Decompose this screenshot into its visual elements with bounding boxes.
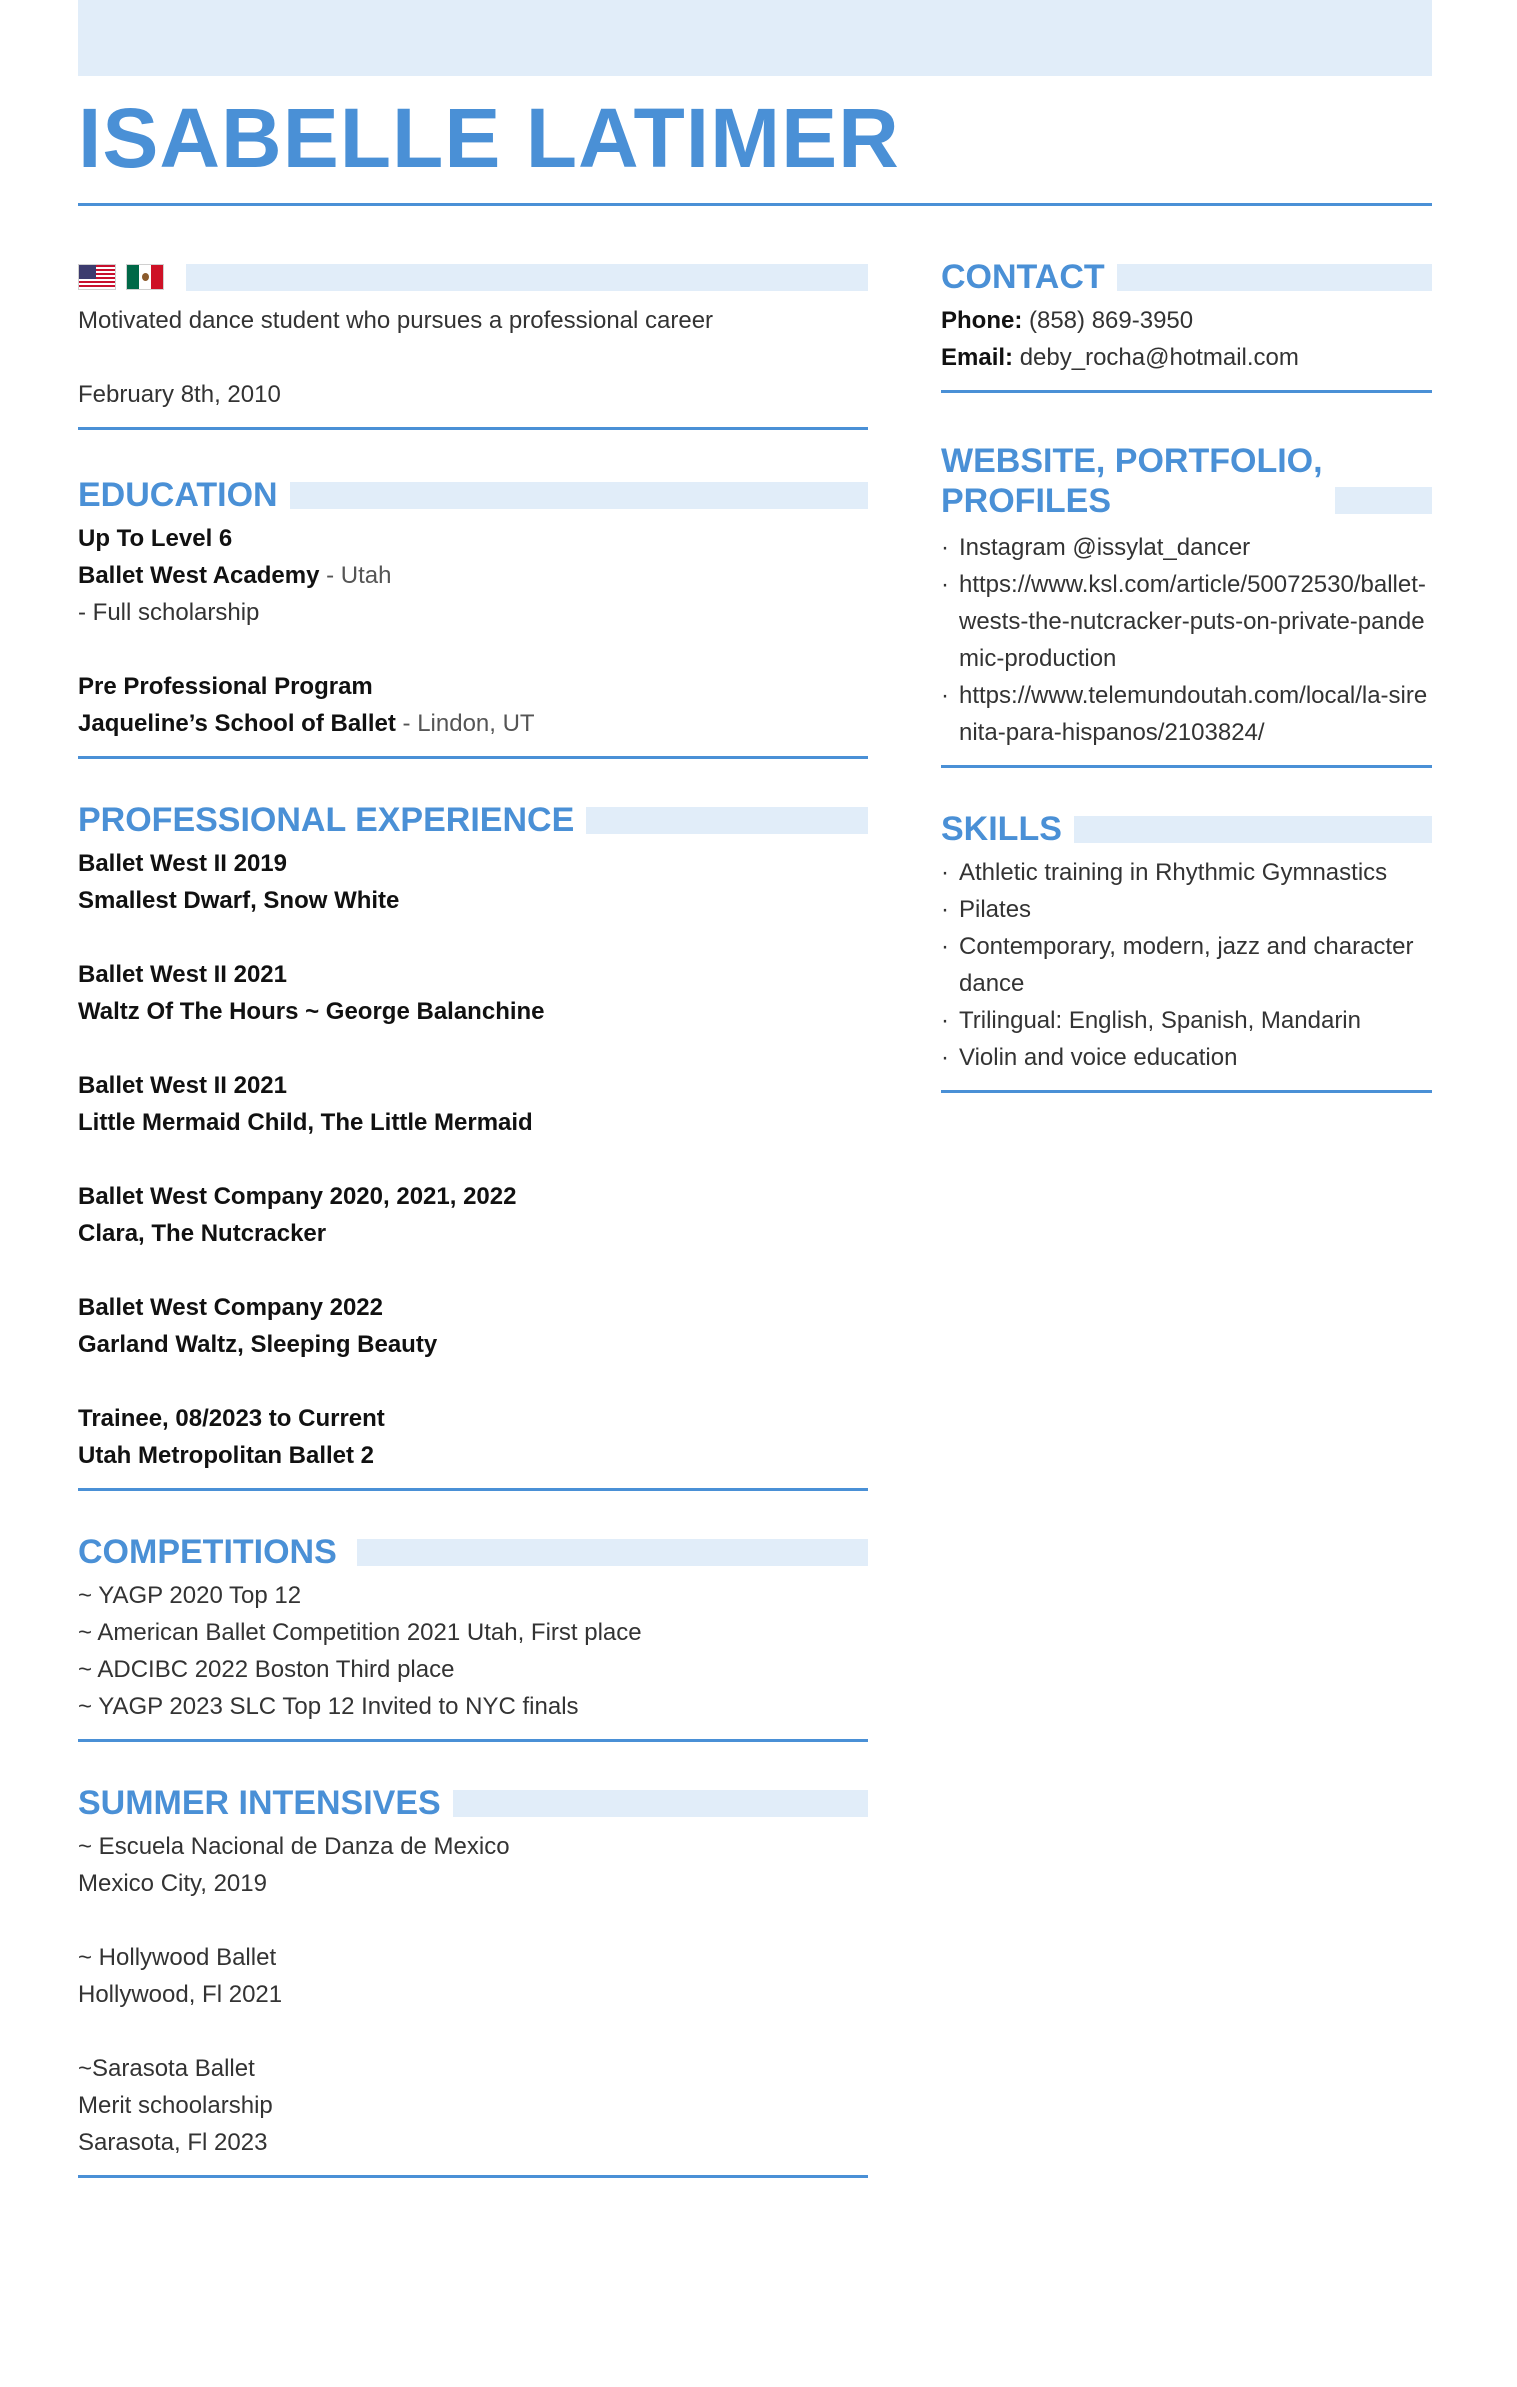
profiles-title — [941, 441, 1323, 521]
profiles-section — [941, 441, 1432, 768]
summary-text: Motivated dance student who pursues a professional career — [78, 307, 714, 334]
competition-item: ~ ADCIBC 2022 Boston Third place — [78, 1656, 455, 1683]
experience-company: Trainee, 08/2023 to Current — [78, 1405, 385, 1432]
skill-item: · Athletic training in Rhythmic Gymnastics — [941, 854, 1432, 891]
experience-role: Garland Waltz, Sleeping Beauty — [78, 1331, 438, 1358]
experience-company: Ballet West II 2021 — [78, 1072, 287, 1099]
education-program: Up To Level 6 — [78, 525, 233, 552]
skill-item: · Contemporary, modern, jazz and character dance — [941, 928, 1432, 1002]
skill-item: · Violin and voice education — [941, 1039, 1432, 1076]
contact-header — [941, 260, 1432, 294]
left-column — [78, 260, 868, 2222]
summer-section — [78, 1786, 868, 2178]
experience-company: Ballet West II 2021 — [78, 961, 287, 988]
summer-header — [78, 1786, 868, 1820]
education-location: - Lindon, UT — [395, 710, 535, 737]
skill-item: · Trilingual: English, Spanish, Mandarin — [941, 1002, 1432, 1039]
header-band — [78, 0, 1432, 76]
education-title: EDUCATION — [78, 476, 278, 514]
skills-divider — [941, 1090, 1432, 1093]
phone-value[interactable]: (858) 869-3950 — [1022, 307, 1194, 334]
competition-item: ~ YAGP 2023 SLC Top 12 Invited to NYC finals — [78, 1693, 579, 1720]
skills-header-bar — [1074, 816, 1432, 843]
summer-line: ~ Hollywood Ballet — [78, 1944, 277, 1971]
education-school-line — [78, 557, 868, 594]
summer-line: ~ Escuela Nacional de Danza de Mexico — [78, 1833, 510, 1860]
education-school: Ballet West Academy — [78, 562, 320, 589]
email-value[interactable]: deby_rocha@hotmail.com — [1013, 344, 1299, 371]
experience-role: Clara, The Nutcracker — [78, 1220, 327, 1247]
experience-section — [78, 803, 868, 1491]
us-flag-icon — [78, 264, 116, 290]
competitions-header — [78, 1535, 868, 1569]
education-note: - Full scholarship — [78, 599, 260, 626]
education-school: Jaqueline’s School of Ballet — [78, 710, 396, 737]
skills-list — [941, 854, 1432, 1076]
flags — [78, 264, 174, 290]
competitions-divider — [78, 1739, 868, 1742]
summer-line: ~Sarasota Ballet — [78, 2055, 255, 2082]
profiles-divider — [941, 765, 1432, 768]
right-column — [941, 260, 1432, 1137]
skills-header — [941, 812, 1432, 846]
contact-divider — [941, 390, 1432, 393]
birthdate-text: February 8th, 2010 — [78, 381, 281, 408]
education-divider — [78, 756, 868, 759]
experience-role: Little Mermaid Child, The Little Mermaid — [78, 1109, 533, 1136]
intro-header-bar — [186, 264, 868, 291]
contact-header-bar — [1117, 264, 1432, 291]
competitions-section — [78, 1535, 868, 1742]
intro-header — [78, 260, 868, 294]
education-header-bar — [290, 482, 868, 509]
skill-item: · Pilates — [941, 891, 1432, 928]
summer-header-bar — [453, 1790, 868, 1817]
summer-title: SUMMER INTENSIVES — [78, 1784, 441, 1822]
profile-link[interactable]: · https://www.ksl.com/article/50072530/ballet-wests-the-nutcracker-puts-on-private-pandemic-production — [941, 566, 1432, 677]
competitions-title: COMPETITIONS — [78, 1533, 337, 1571]
intro-section — [78, 260, 868, 430]
experience-role: Waltz Of The Hours ~ George Balanchine — [78, 998, 545, 1025]
experience-header — [78, 803, 868, 837]
skills-title: SKILLS — [941, 810, 1062, 848]
contact-section — [941, 260, 1432, 393]
name-divider — [78, 203, 1432, 206]
experience-divider — [78, 1488, 868, 1491]
experience-company: Ballet West II 2019 — [78, 850, 287, 877]
experience-title: PROFESSIONAL EXPERIENCE — [78, 801, 575, 839]
summer-line: Mexico City, 2019 — [78, 1870, 267, 1897]
profiles-title-line2: PROFILES — [941, 482, 1112, 520]
education-section — [78, 478, 868, 759]
competitions-header-bar — [357, 1539, 868, 1566]
profiles-header-bar — [1335, 487, 1432, 514]
intro-divider — [78, 427, 868, 430]
skills-section — [941, 812, 1432, 1093]
competition-item: ~ American Ballet Competition 2021 Utah, First place — [78, 1619, 642, 1646]
summer-line: Merit schoolarship — [78, 2092, 273, 2119]
summer-divider — [78, 2175, 868, 2178]
profiles-list — [941, 529, 1432, 751]
mexico-flag-icon — [126, 264, 164, 290]
education-location: - Utah — [319, 562, 392, 589]
education-header — [78, 478, 868, 512]
contact-title: CONTACT — [941, 258, 1105, 296]
profile-link[interactable]: · Instagram @issylat_dancer — [941, 529, 1432, 566]
education-program: Pre Professional Program — [78, 673, 373, 700]
contact-phone — [941, 302, 1432, 339]
experience-header-bar — [586, 807, 868, 834]
profiles-header — [941, 441, 1432, 521]
profile-link[interactable]: · https://www.telemundoutah.com/local/la-sirenita-para-hispanos/2103824/ — [941, 677, 1432, 751]
experience-company: Ballet West Company 2022 — [78, 1294, 384, 1321]
competition-item: ~ YAGP 2020 Top 12 — [78, 1582, 302, 1609]
education-school-line — [78, 705, 868, 742]
experience-company: Ballet West Company 2020, 2021, 2022 — [78, 1183, 517, 1210]
email-label: Email: — [941, 344, 1014, 371]
phone-label: Phone: — [941, 307, 1023, 334]
summer-line: Sarasota, Fl 2023 — [78, 2129, 268, 2156]
candidate-name: ISABELLE LATIMER — [78, 91, 900, 185]
profiles-title-line1: WEBSITE, PORTFOLIO, — [941, 442, 1323, 480]
experience-role: Smallest Dwarf, Snow White — [78, 887, 400, 914]
experience-role: Utah Metropolitan Ballet 2 — [78, 1442, 375, 1469]
summer-line: Hollywood, Fl 2021 — [78, 1981, 283, 2008]
contact-email — [941, 339, 1432, 376]
